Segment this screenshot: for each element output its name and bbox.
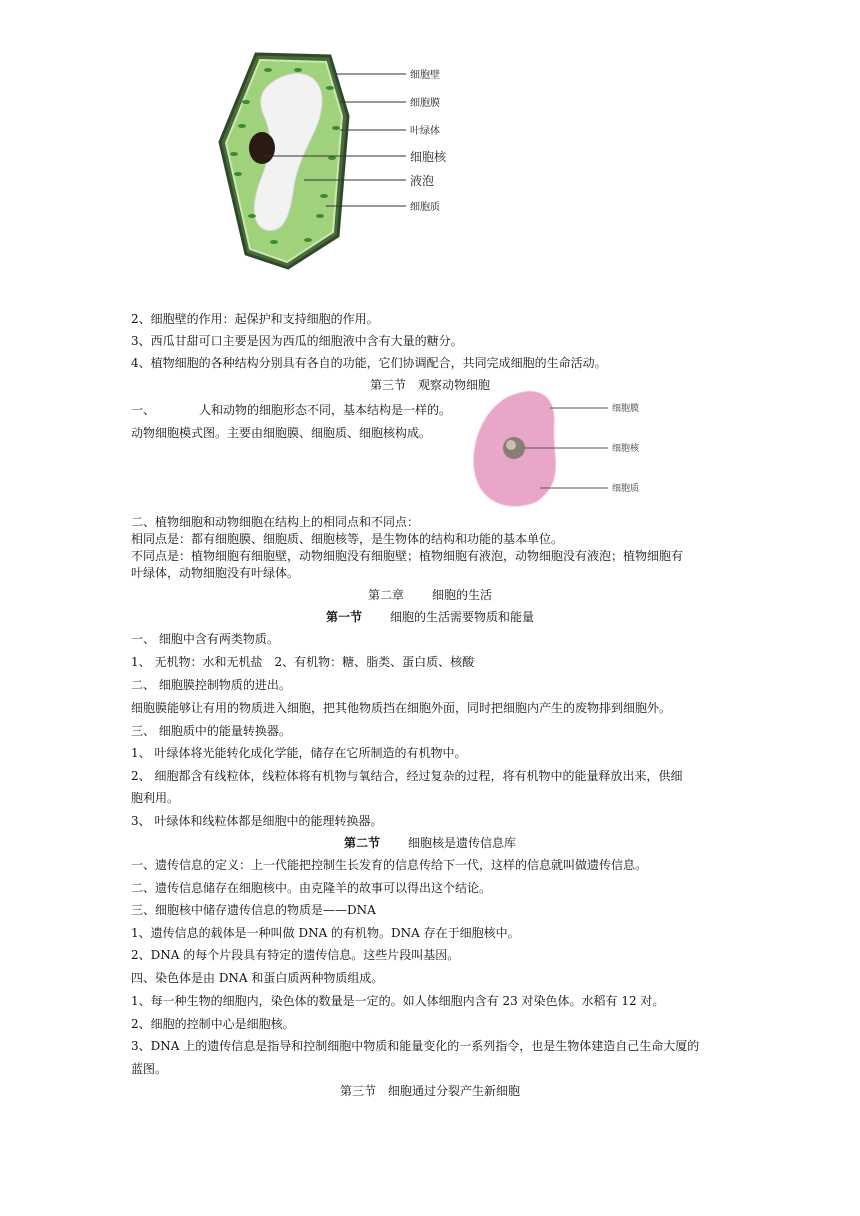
animal-label-nucleus: 细胞核: [612, 444, 640, 454]
sec2-line-6: 四、染色体是由 DNA 和蛋白质两种物质组成。: [131, 971, 384, 985]
sec2-line-2: 二、遗传信息储存在细胞核中。由克隆羊的故事可以得出这个结论。: [131, 881, 492, 895]
animal-label-cytoplasm: 细胞质: [612, 484, 640, 494]
sec1-line-8: 胞利用。: [131, 791, 180, 805]
ch2-sec3-title: 第三节 细胞通过分裂产生新细胞: [339, 1084, 520, 1098]
animal-cell-diagram: [470, 386, 650, 510]
compare-same: 相同点是：都有细胞膜、细胞质、细胞核等，是生物体的结构和功能的基本单位。: [131, 532, 564, 546]
plant-point-4: 4、植物细胞的各种结构分别具有各自的功能，它们协调配合，共同完成细胞的生命活动。: [131, 356, 607, 370]
animal-model-line: 动物细胞模式图。主要由细胞膜、细胞质、细胞核构成。: [131, 426, 432, 440]
sec1-line-3: 二、 细胞膜控制物质的进出。: [131, 678, 291, 692]
sec2-line-9: 3、DNA 上的遗传信息是指导和控制细胞中物质和能量变化的一系列指令，也是生物体建造自己生命大厦的: [131, 1039, 700, 1053]
sec1-line-9: 3、 叶绿体和线粒体都是细胞中的能理转换器。: [131, 814, 383, 828]
plant-point-2: 2、细胞壁的作用：起保护和支持细胞的作用。: [131, 312, 379, 326]
sec2-line-7: 1、每一种生物的细胞内，染色体的数量是一定的。如人体细胞内含有 23 对染色体。水稻有 12 对。: [131, 994, 665, 1008]
animal-intro-num: 一、: [131, 403, 156, 417]
sec1-line-6: 1、 叶绿体将光能转化成化学能，储存在它所制造的有机物中。: [131, 746, 467, 760]
sec2-line-8: 2、细胞的控制中心是细胞核。: [131, 1017, 295, 1031]
sec2-line-4: 1、遗传信息的载体是一种叫做 DNA 的有机物。DNA 存在于细胞核中。: [131, 926, 520, 940]
label-cytoplasm: 细胞质: [410, 202, 440, 213]
animal-intro-text: 人和动物的细胞形态不同，基本结构是一样的。: [199, 403, 452, 417]
plant-point-3: 3、西瓜甘甜可口主要是因为西瓜的细胞液中含有大量的糖分。: [131, 334, 463, 348]
compare-diff-1: 不同点是：植物细胞有细胞壁，动物细胞没有细胞壁；植物细胞有液泡，动物细胞没有液泡；植物细胞有: [131, 549, 684, 563]
label-cell-wall: 细胞壁: [410, 70, 440, 81]
ch2-sec2-name: 细胞核是遗传信息库: [408, 836, 517, 850]
label-vacuole: 液泡: [410, 174, 435, 188]
ch2-sec1-title: [0, 609, 860, 625]
sec1-line-4: 细胞膜能够让有用的物质进入细胞，把其他物质挡在细胞外面，同时把细胞内产生的废物排到细胞外。: [131, 701, 672, 715]
chapter2-name: 细胞的生活: [432, 588, 493, 602]
chapter2-title: [0, 587, 860, 603]
ch2-sec2-title: [0, 835, 860, 851]
animal-intro-line: [131, 402, 451, 418]
compare-heading: 二、植物细胞和动物细胞在结构上的相同点和不同点：: [131, 515, 420, 529]
sec2-line-10: 蓝图。: [131, 1062, 168, 1076]
section3-title: 第三节 观察动物细胞: [369, 378, 490, 392]
sec2-line-5: 2、DNA 的每个片段具有特定的遗传信息。这些片段叫基因。: [131, 948, 460, 962]
plant-cell-diagram: [212, 46, 472, 276]
ch2-sec1-num: 第一节: [325, 610, 362, 624]
chapter2-num: 第二章: [367, 588, 404, 602]
sec1-line-5: 三、 细胞质中的能量转换器。: [131, 724, 291, 738]
label-cell-membrane: 细胞膜: [410, 98, 440, 109]
sec1-line-7: 2、 细胞都含有线粒体，线粒体将有机物与氧结合，经过复杂的过程，将有机物中的能量释放出来，供细: [131, 769, 683, 783]
animal-label-membrane: 细胞膜: [612, 404, 640, 414]
sec1-line-1: 一、 细胞中含有两类物质。: [131, 632, 279, 646]
sec2-line-1: 一、遗传信息的定义：上一代能把控制生长发育的信息传给下一代，这样的信息就叫做遗传信息。: [131, 858, 648, 872]
sec2-line-3: 三、细胞核中储存遗传信息的物质是——DNA: [131, 903, 376, 917]
ch2-sec1-name: 细胞的生活需要物质和能量: [390, 610, 535, 624]
ch2-sec2-num: 第二节: [343, 836, 380, 850]
sec1-line-2: 1、 无机物：水和无机盐 2、有机物：糖、脂类、蛋白质、核酸: [131, 655, 475, 669]
label-chloroplast: 叶绿体: [410, 126, 440, 137]
label-nucleus: 细胞核: [410, 150, 447, 164]
nucleus: [249, 132, 275, 164]
compare-diff-2: 叶绿体，动物细胞没有叶绿体。: [131, 566, 300, 580]
